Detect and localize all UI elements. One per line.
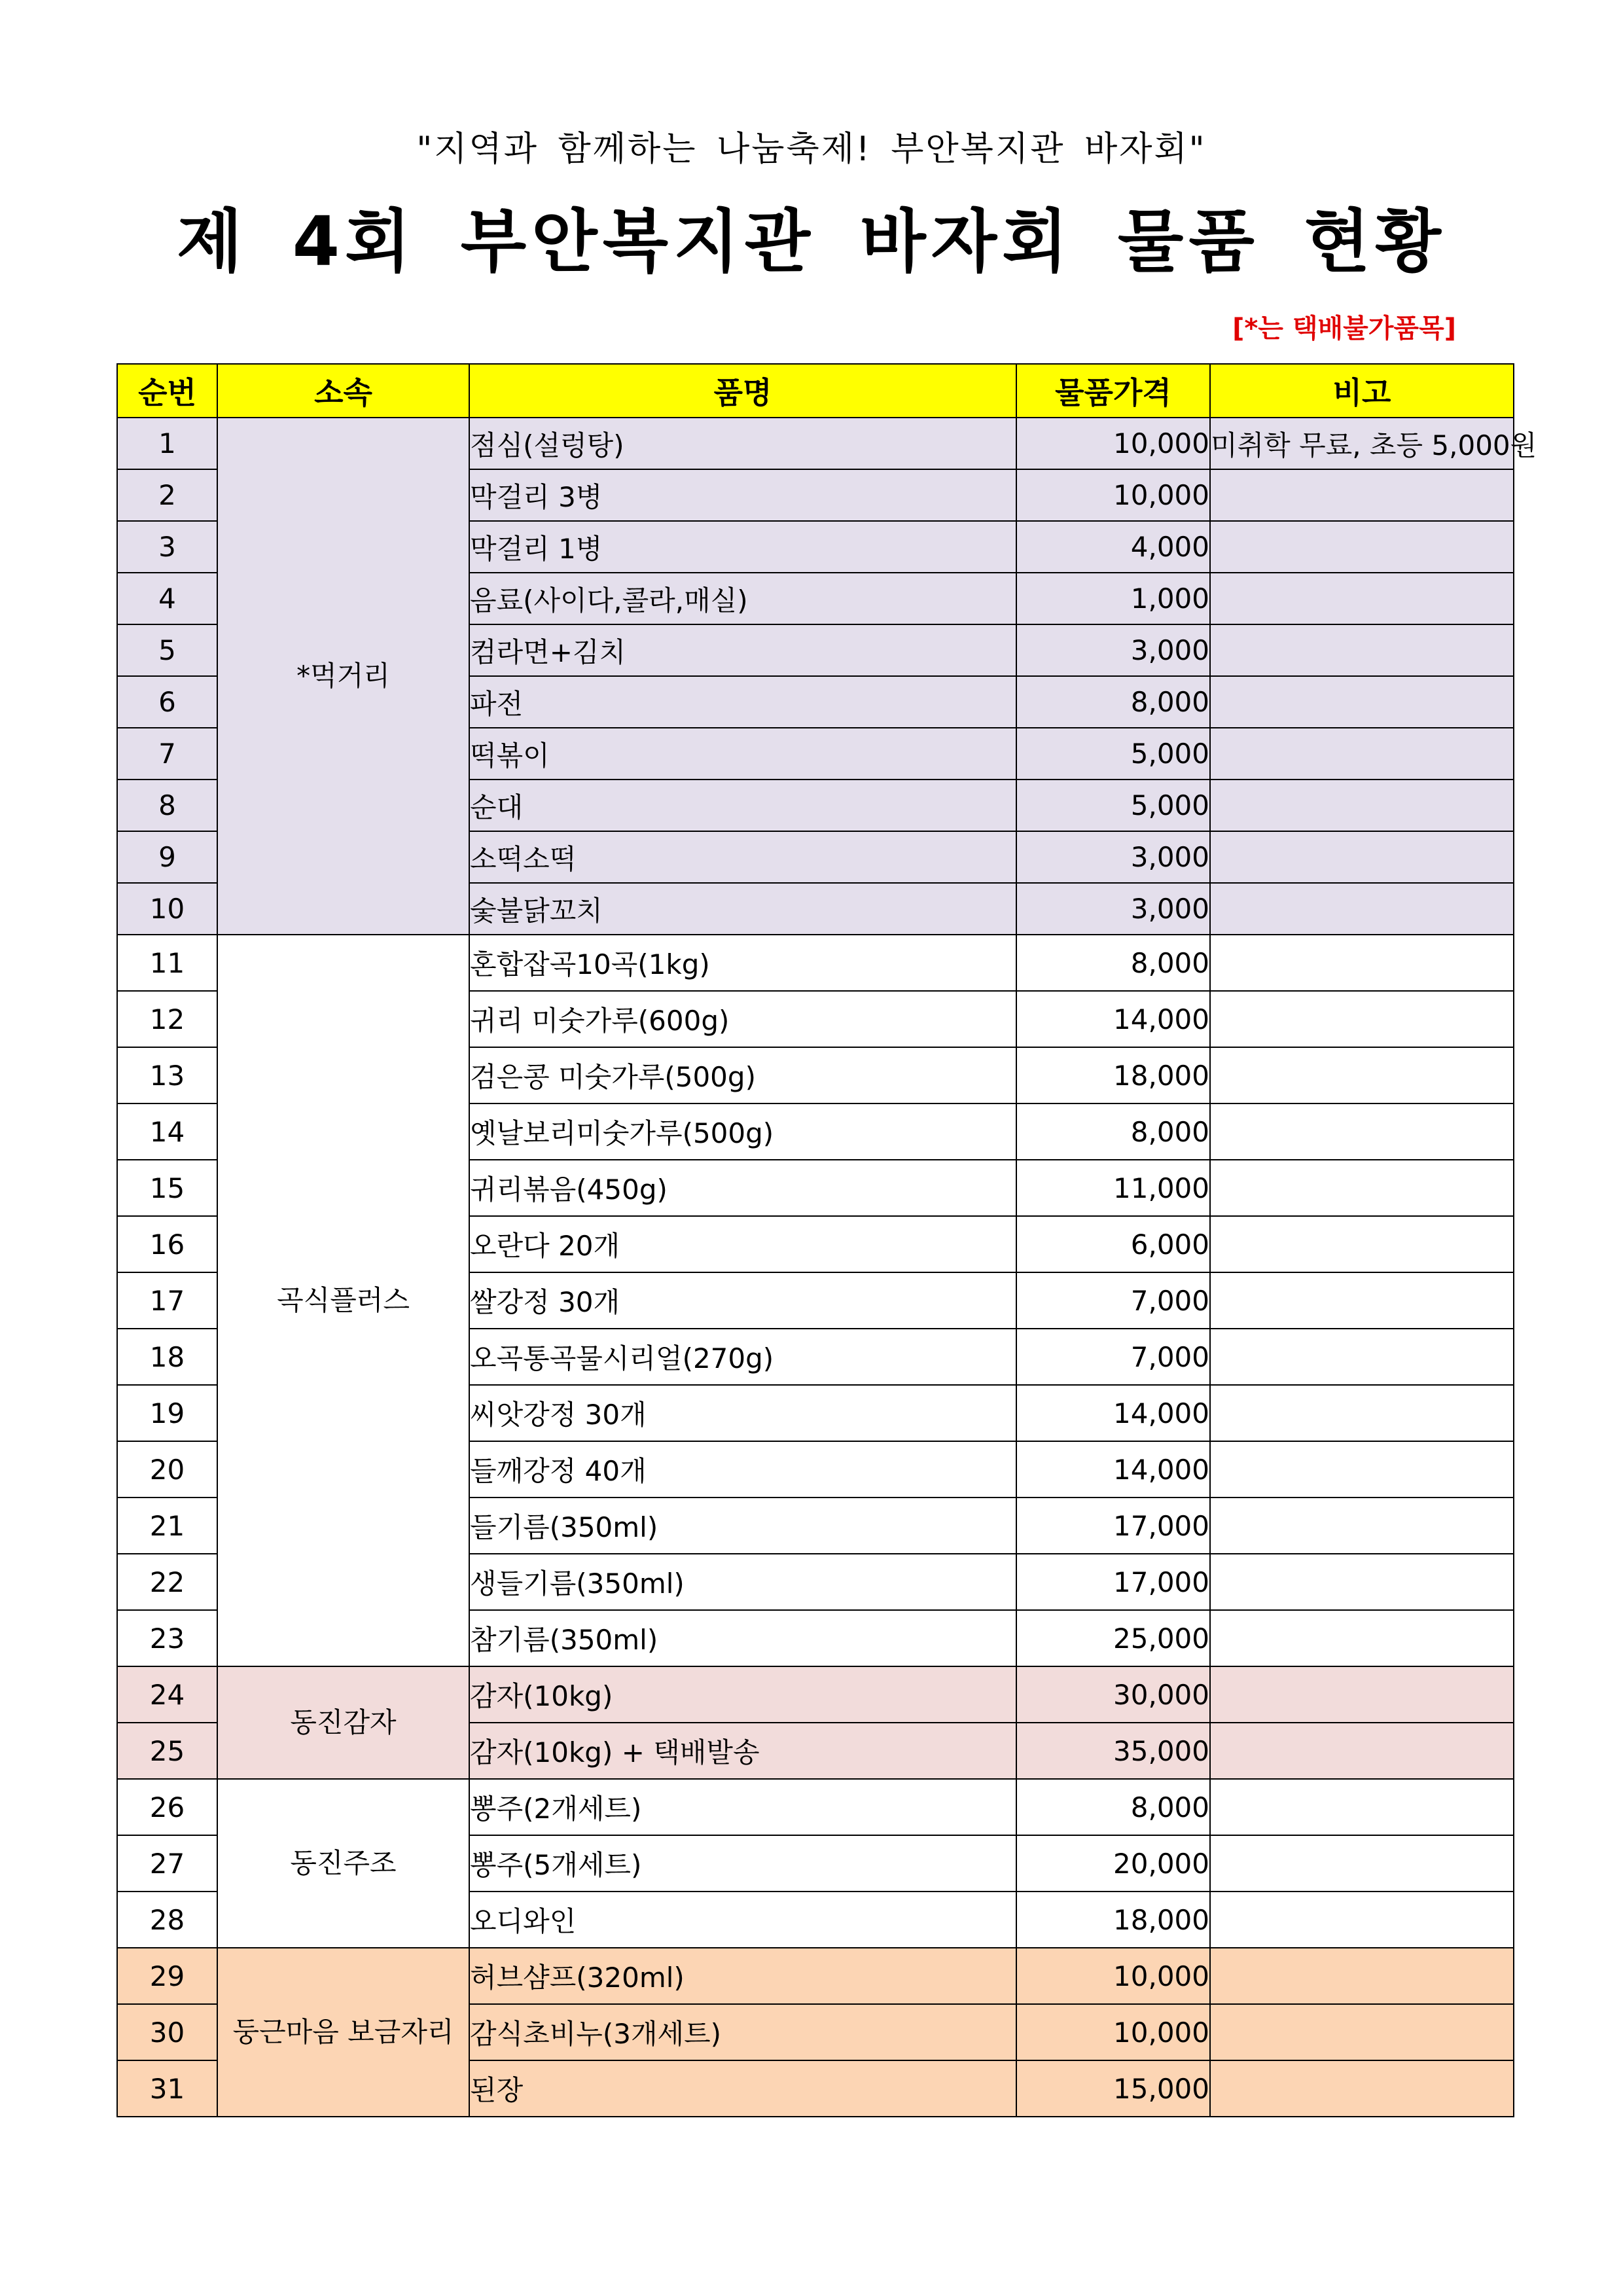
item-name: 쌀강정 30개 xyxy=(469,1272,1016,1329)
item-price: 7,000 xyxy=(1016,1272,1210,1329)
category-cell: 곡식플러스 xyxy=(217,935,469,1666)
item-name: 소떡소떡 xyxy=(469,831,1016,883)
table-row xyxy=(117,418,1514,469)
item-number: 20 xyxy=(117,1441,217,1498)
item-price: 8,000 xyxy=(1016,1779,1210,1835)
item-price: 17,000 xyxy=(1016,1498,1210,1554)
item-price: 6,000 xyxy=(1016,1216,1210,1272)
item-name: 들깨강정 40개 xyxy=(469,1441,1016,1498)
item-name: 오란다 20개 xyxy=(469,1216,1016,1272)
item-number: 24 xyxy=(117,1666,217,1723)
item-name: 컴라면+김치 xyxy=(469,624,1016,676)
item-remark xyxy=(1210,521,1514,573)
item-number: 30 xyxy=(117,2004,217,2060)
item-remark xyxy=(1210,728,1514,780)
table-row xyxy=(117,935,1514,991)
item-number: 19 xyxy=(117,1385,217,1441)
item-remark xyxy=(1210,1666,1514,1723)
item-price: 10,000 xyxy=(1016,469,1210,521)
table-row xyxy=(117,1948,1514,2004)
table-header-row xyxy=(117,364,1514,418)
item-number: 5 xyxy=(117,624,217,676)
table-body xyxy=(117,418,1537,2117)
item-price: 3,000 xyxy=(1016,624,1210,676)
item-remark xyxy=(1210,1835,1514,1892)
item-remark xyxy=(1210,2060,1514,2117)
header-item-name: 품명 xyxy=(469,364,1016,418)
item-price: 30,000 xyxy=(1016,1666,1210,1723)
item-number: 31 xyxy=(117,2060,217,2117)
item-price: 14,000 xyxy=(1016,1441,1210,1498)
item-price: 7,000 xyxy=(1016,1329,1210,1385)
header-price: 물품가격 xyxy=(1016,364,1210,418)
item-price: 11,000 xyxy=(1016,1160,1210,1216)
item-name: 씨앗강정 30개 xyxy=(469,1385,1016,1441)
item-remark xyxy=(1210,991,1514,1047)
item-number: 18 xyxy=(117,1329,217,1385)
item-number: 26 xyxy=(117,1779,217,1835)
item-number: 15 xyxy=(117,1160,217,1216)
item-name: 들기름(350ml) xyxy=(469,1498,1016,1554)
item-remark xyxy=(1210,780,1514,831)
item-price: 3,000 xyxy=(1016,831,1210,883)
item-number: 1 xyxy=(117,418,217,469)
item-name: 파전 xyxy=(469,676,1016,728)
item-remark xyxy=(1210,573,1514,624)
item-number: 22 xyxy=(117,1554,217,1610)
item-remark xyxy=(1210,2004,1514,2060)
item-price: 8,000 xyxy=(1016,935,1210,991)
item-price: 18,000 xyxy=(1016,1892,1210,1948)
item-remark xyxy=(1210,1047,1514,1103)
item-price: 10,000 xyxy=(1016,418,1210,469)
item-remark xyxy=(1210,1441,1514,1498)
item-name: 오곡통곡물시리얼(270g) xyxy=(469,1329,1016,1385)
item-price: 3,000 xyxy=(1016,883,1210,935)
item-number: 27 xyxy=(117,1835,217,1892)
item-remark xyxy=(1210,676,1514,728)
item-price: 1,000 xyxy=(1016,573,1210,624)
item-price: 20,000 xyxy=(1016,1835,1210,1892)
item-name: 옛날보리미숫가루(500g) xyxy=(469,1103,1016,1160)
item-name: 감자(10kg) xyxy=(469,1666,1016,1723)
item-name: 귀리 미숫가루(600g) xyxy=(469,991,1016,1047)
item-number: 12 xyxy=(117,991,217,1047)
item-remark xyxy=(1210,1554,1514,1610)
item-price: 15,000 xyxy=(1016,2060,1210,2117)
item-price: 10,000 xyxy=(1016,1948,1210,2004)
item-name: 참기름(350ml) xyxy=(469,1610,1016,1666)
item-price: 8,000 xyxy=(1016,676,1210,728)
item-remark xyxy=(1210,1610,1514,1666)
item-price: 14,000 xyxy=(1016,1385,1210,1441)
items-table xyxy=(116,363,1537,2117)
item-number: 21 xyxy=(117,1498,217,1554)
item-name: 뽕주(5개세트) xyxy=(469,1835,1016,1892)
item-remark xyxy=(1210,1498,1514,1554)
item-number: 10 xyxy=(117,883,217,935)
item-price: 25,000 xyxy=(1016,1610,1210,1666)
item-remark xyxy=(1210,1216,1514,1272)
item-name: 뽕주(2개세트) xyxy=(469,1779,1016,1835)
item-remark xyxy=(1210,831,1514,883)
item-remark xyxy=(1210,1160,1514,1216)
item-name: 막걸리 1병 xyxy=(469,521,1016,573)
category-cell: 동진주조 xyxy=(217,1779,469,1948)
item-name: 귀리볶음(450g) xyxy=(469,1160,1016,1216)
item-number: 13 xyxy=(117,1047,217,1103)
item-number: 28 xyxy=(117,1892,217,1948)
item-remark xyxy=(1210,1779,1514,1835)
item-name: 감자(10kg) + 택배발송 xyxy=(469,1723,1016,1779)
category-cell: 둥근마음 보금자리 xyxy=(217,1948,469,2117)
item-number: 29 xyxy=(117,1948,217,2004)
item-number: 25 xyxy=(117,1723,217,1779)
table-row xyxy=(117,1666,1514,1723)
item-name: 음료(사이다,콜라,매실) xyxy=(469,573,1016,624)
item-remark xyxy=(1210,935,1514,991)
item-price: 5,000 xyxy=(1016,728,1210,780)
item-number: 17 xyxy=(117,1272,217,1329)
item-name: 숯불닭꼬치 xyxy=(469,883,1016,935)
item-remark xyxy=(1210,1272,1514,1329)
item-name: 감식초비누(3개세트) xyxy=(469,2004,1016,2060)
item-remark xyxy=(1210,1329,1514,1385)
item-number: 2 xyxy=(117,469,217,521)
item-price: 18,000 xyxy=(1016,1047,1210,1103)
item-number: 3 xyxy=(117,521,217,573)
item-number: 6 xyxy=(117,676,217,728)
item-name: 생들기름(350ml) xyxy=(469,1554,1016,1610)
item-number: 11 xyxy=(117,935,217,991)
item-name: 떡볶이 xyxy=(469,728,1016,780)
item-price: 5,000 xyxy=(1016,780,1210,831)
item-price: 8,000 xyxy=(1016,1103,1210,1160)
item-price: 17,000 xyxy=(1016,1554,1210,1610)
item-remark: 미취학 무료, 초등 5,000원 xyxy=(1210,418,1514,469)
item-name: 허브샴프(320ml) xyxy=(469,1948,1016,2004)
event-subtitle: "지역과 함께하는 나눔축제! 부안복지관 바자회" xyxy=(416,130,1207,169)
header-number: 순번 xyxy=(117,364,217,418)
item-price: 35,000 xyxy=(1016,1723,1210,1779)
item-number: 8 xyxy=(117,780,217,831)
item-remark xyxy=(1210,1103,1514,1160)
item-name: 된장 xyxy=(469,2060,1016,2117)
category-cell: *먹거리 xyxy=(217,418,469,935)
item-remark xyxy=(1210,1385,1514,1441)
item-number: 7 xyxy=(117,728,217,780)
item-remark xyxy=(1210,1723,1514,1779)
item-price: 10,000 xyxy=(1016,2004,1210,2060)
item-remark xyxy=(1210,883,1514,935)
item-remark xyxy=(1210,624,1514,676)
item-number: 4 xyxy=(117,573,217,624)
header-remark: 비고 xyxy=(1210,364,1514,418)
item-name: 점심(설렁탕) xyxy=(469,418,1016,469)
item-price: 4,000 xyxy=(1016,521,1210,573)
item-number: 16 xyxy=(117,1216,217,1272)
category-cell: 동진감자 xyxy=(217,1666,469,1779)
item-number: 9 xyxy=(117,831,217,883)
item-remark xyxy=(1210,1892,1514,1948)
delivery-note: [*는 택배불가품목] xyxy=(1232,314,1456,344)
page-title: 제 4회 부안복지관 바자회 물품 현황 xyxy=(177,202,1446,281)
item-name: 검은콩 미숫가루(500g) xyxy=(469,1047,1016,1103)
table-row xyxy=(117,1779,1514,1835)
header-category: 소속 xyxy=(217,364,469,418)
item-name: 혼합잡곡10곡(1kg) xyxy=(469,935,1016,991)
item-remark xyxy=(1210,1948,1514,2004)
item-number: 14 xyxy=(117,1103,217,1160)
item-name: 오디와인 xyxy=(469,1892,1016,1948)
item-name: 막걸리 3병 xyxy=(469,469,1016,521)
item-number: 23 xyxy=(117,1610,217,1666)
item-price: 14,000 xyxy=(1016,991,1210,1047)
item-name: 순대 xyxy=(469,780,1016,831)
item-remark xyxy=(1210,469,1514,521)
